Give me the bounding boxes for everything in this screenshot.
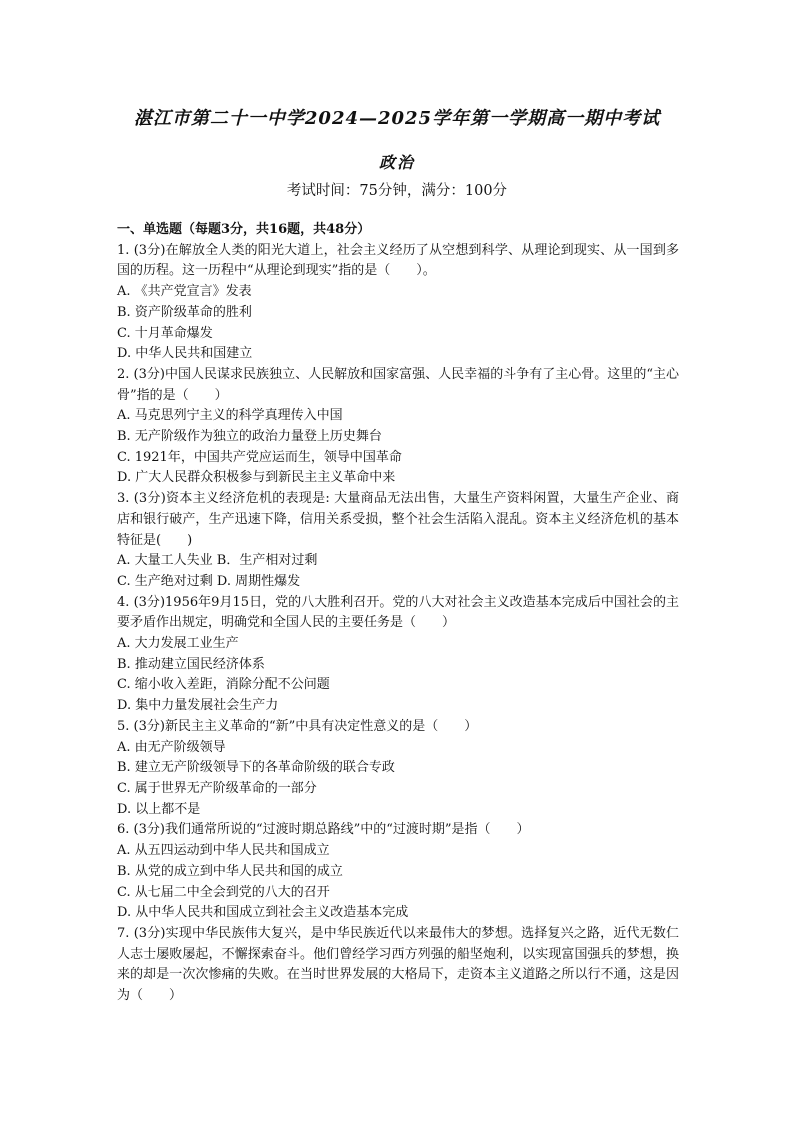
question-stem: 7. (3分)实现中华民族伟大复兴，是中华民族近代以来最伟大的梦想。选择复兴之路，近代无数仁人志士屡败屡起，不懈探索奋斗。他们曾经学习西方列强的船坚炮利，以实现富国强兵的梦想，换来的却是一次次惨痛的失败。在当时世界发展的大格局下，走资本主义道路之所以行不通，这是因为（ ） (117, 925, 679, 1004)
section-heading: 一、单选题（每题3分，共16题，共48分） (117, 222, 371, 237)
answer-option: B. 无产阶级作为独立的政治力量登上历史舞台 (117, 429, 382, 445)
question-stem: 1. (3分)在解放全人类的阳光大道上，社会主义经历了从空想到科学、从理论到现实、从一国到多国的历程。这一历程中“从理论到现实”指的是（ ）。 (117, 242, 679, 279)
exam-content (117, 220, 679, 1007)
question-item (117, 820, 679, 924)
exam-title: 湛江市第二十一中学2024—2025学年第一学期高一期中考试 (133, 108, 661, 129)
question-list (117, 241, 679, 1007)
answer-option: D. 广大人民群众积极参与到新民主主义革命中来 (117, 470, 396, 486)
question-stem: 6. (3分)我们通常所说的“过渡时期总路线”中的“过渡时期”是指（ ） (117, 822, 530, 838)
answer-option: B. 资产阶级革命的胜利 (117, 304, 252, 320)
question-item (117, 717, 679, 821)
subject-title: 政治 (378, 153, 415, 172)
answer-option: C. 缩小收入差距，消除分配不公问题 (117, 677, 330, 693)
answer-option: C. 属于世界无产阶级革命的一部分 (117, 780, 317, 796)
answer-option: A. 由无产阶级领导 (117, 739, 226, 755)
question-stem: 5. (3分)新民主主义革命的“新”中具有决定性意义的是（ ） (117, 718, 478, 734)
question-stem: 2. (3分)中国人民谋求民族独立、人民解放和国家富强、人民幸福的斗争有了主心骨。这里的“主心骨”指的是（ ） (117, 366, 679, 403)
answer-option: A. 《共产党宣言》发表 (117, 284, 252, 300)
question-item (117, 365, 679, 489)
answer-option: C. 十月革命爆发 (117, 325, 213, 341)
answer-option: A. 从五四运动到中华人民共和国成立 (117, 843, 330, 859)
question-item (117, 489, 679, 593)
answer-option: D. 从中华人民共和国成立到社会主义改造基本完成 (117, 905, 409, 921)
answer-option: D. 中华人民共和国建立 (117, 346, 253, 362)
answer-option: B. 从党的成立到中华人民共和国的成立 (117, 863, 343, 879)
answer-option: B. 建立无产阶级领导下的各革命阶级的联合专政 (117, 760, 395, 776)
question-stem: 3. (3分)资本主义经济危机的表现是: 大量商品无法出售，大量生产资料闲置，大量生产企业、商店和银行破产，生产迅速下降，信用关系受损，整个社会生活陷入混乱。资本主义经济危机的基本特征是( ) (117, 491, 679, 548)
answer-option: B. 推动建立国民经济体系 (117, 656, 265, 672)
answer-option: C. 1921年，中国共产党应运而生，领导中国革命 (117, 449, 402, 465)
question-item (117, 924, 679, 1007)
answer-option: A. 大量工人失业 B．生产相对过剩 (117, 553, 318, 569)
answer-option: C. 生产绝对过剩 D. 周期性爆发 (117, 573, 301, 589)
answer-option: D. 集中力量发展社会生产力 (117, 698, 279, 714)
answer-option: C. 从七届二中全会到党的八大的召开 (117, 884, 330, 900)
question-item (117, 241, 679, 365)
answer-option: A. 大力发展工业生产 (117, 636, 239, 652)
answer-option: A. 马克思列宁主义的科学真理传入中国 (117, 408, 343, 424)
question-stem: 4. (3分)1956年9月15日，党的八大胜利召开。党的八大对社会主义改造基本完成后中国社会的主要矛盾作出规定，明确党和全国人民的主要任务是（ ） (117, 594, 679, 631)
answer-option: D. 以上都不是 (117, 801, 201, 817)
exam-info: 考试时间：75分钟，满分：100分 (286, 183, 508, 199)
question-item (117, 593, 679, 717)
